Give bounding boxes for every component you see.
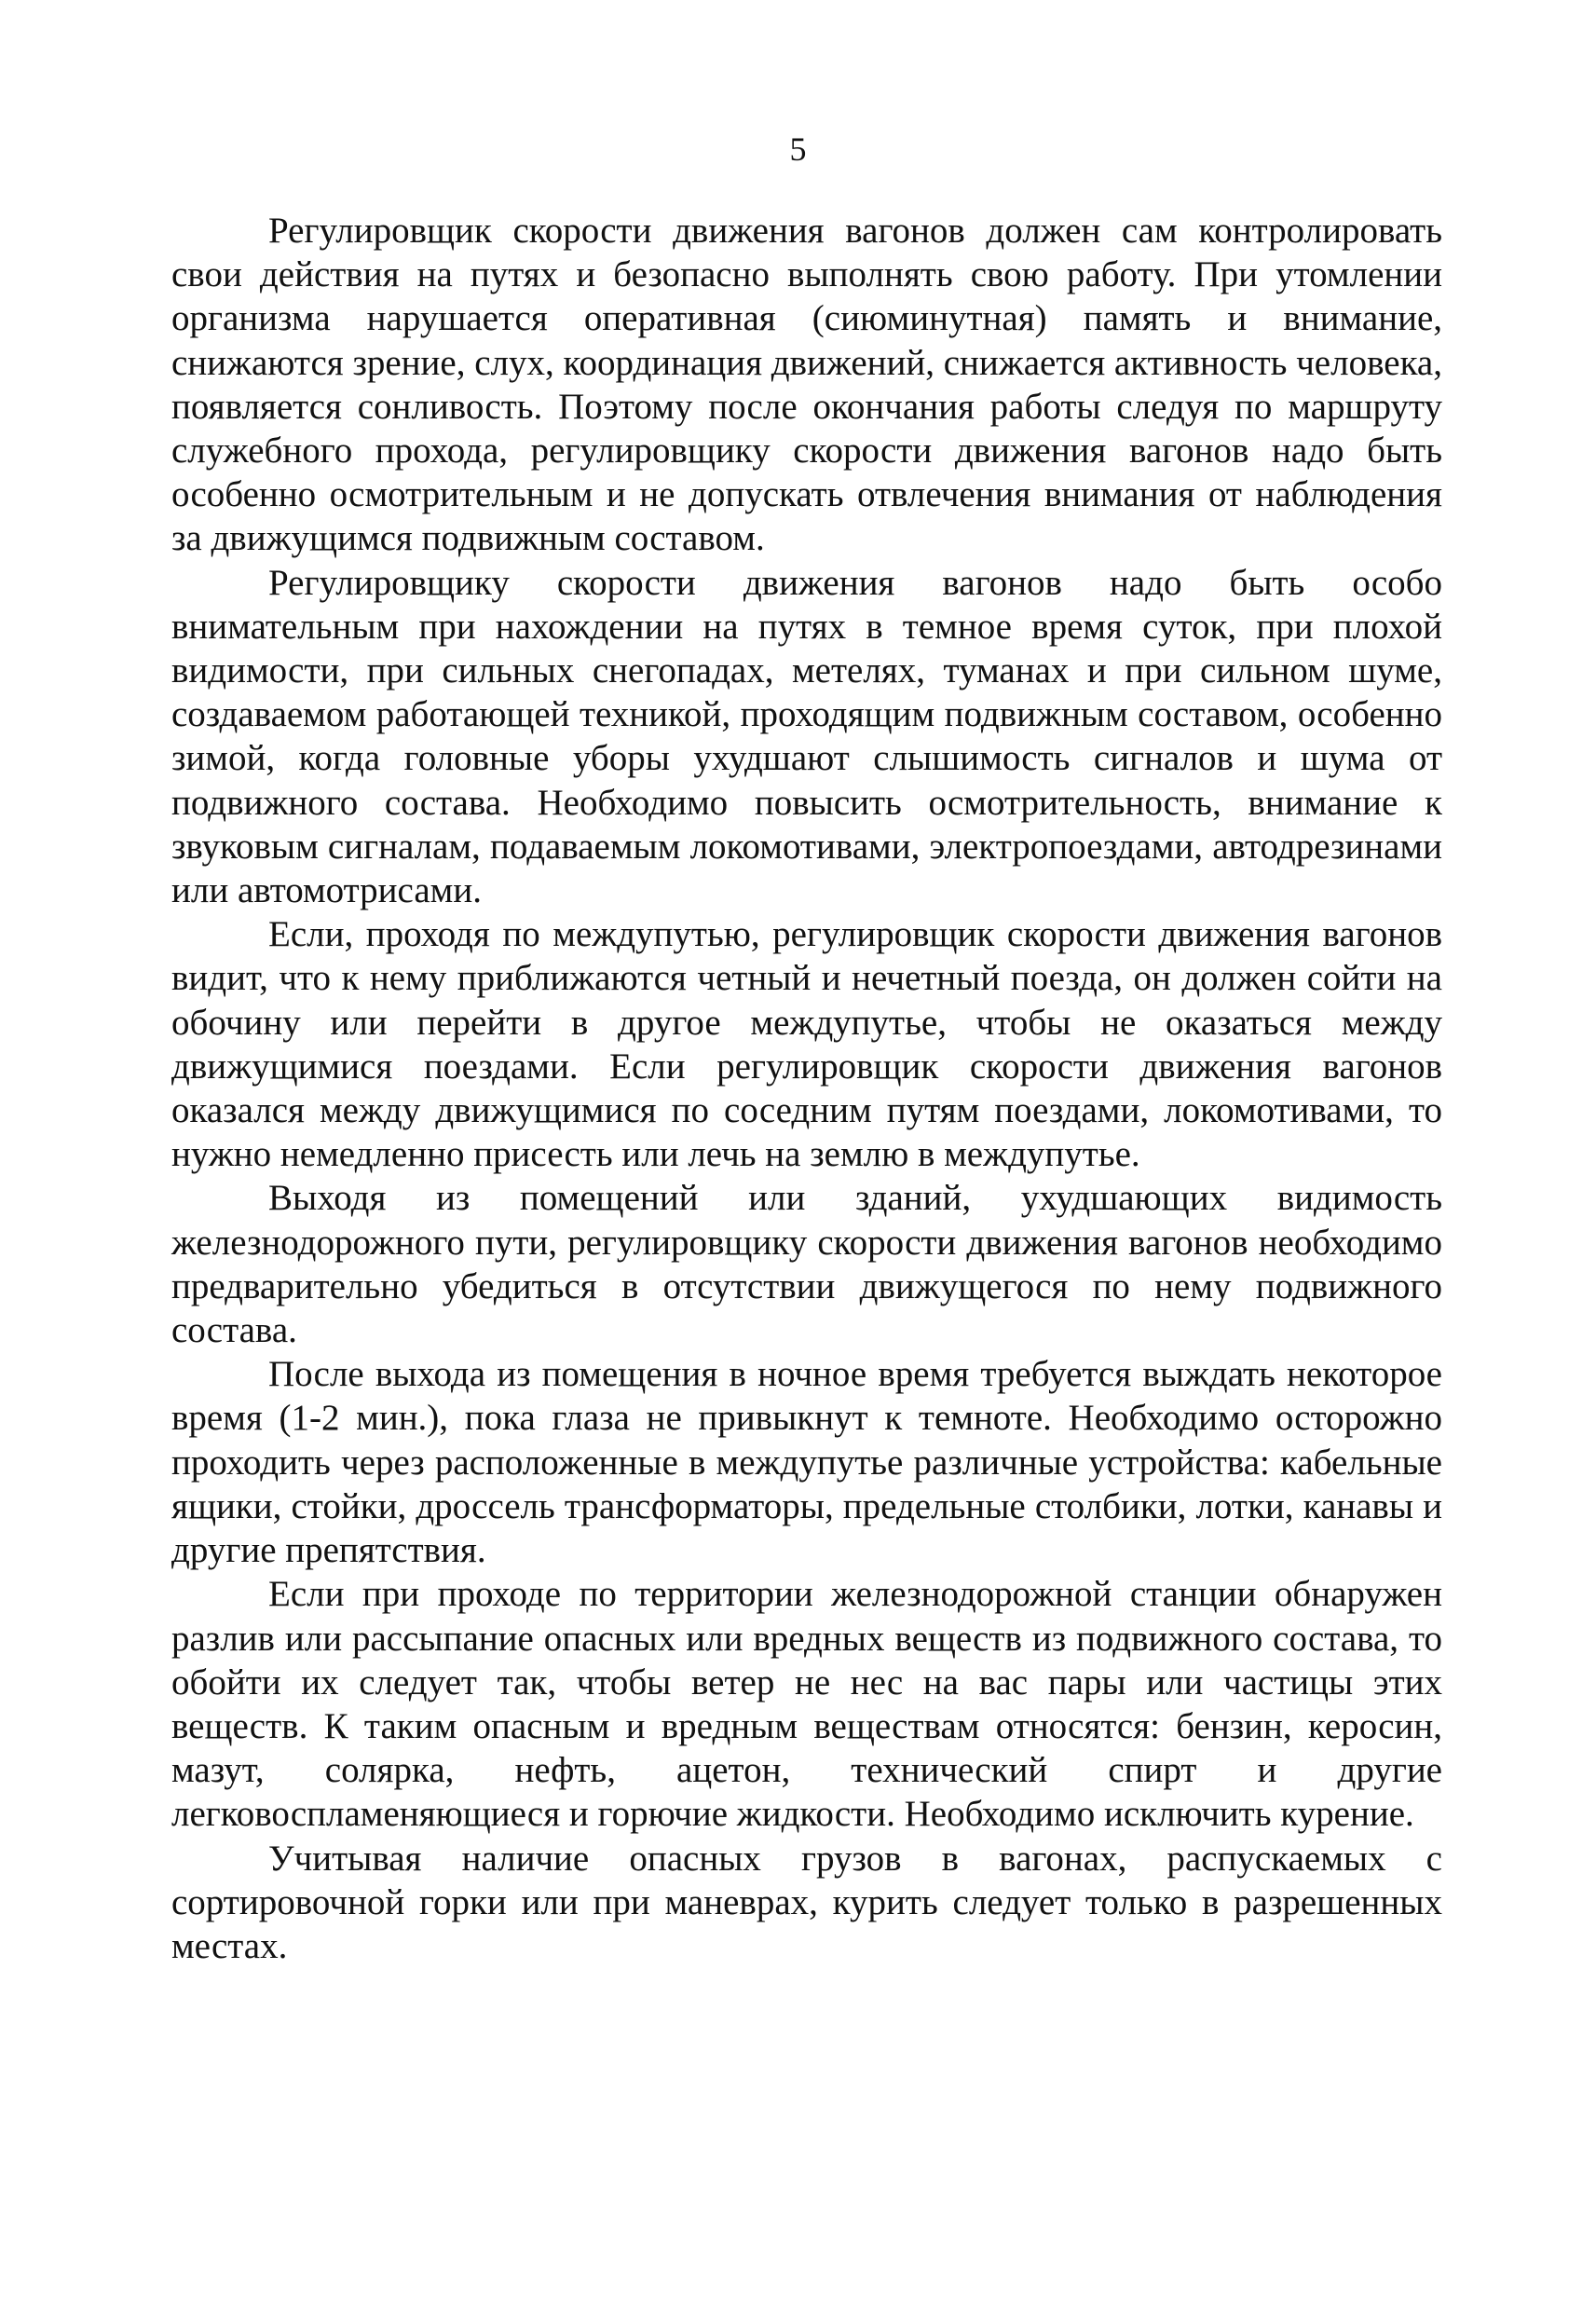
- paragraph: Регулировщик скорости движения вагонов должен сам контролировать свои действия на путях и безопасно выполнять свою работу. При утомлении организма нарушается оперативная (сиюминутная) память и внимание, снижаются зрение, слух, координация движений, снижается активность человека, появляется сонливость. Поэтому после окончания работы следуя по маршруту служебного прохода, регулировщику скорости движения вагонов надо быть особенно осмотрительным и не допускать отвлечения внимания от наблюдения за движущимся подвижным составом.: [171, 211, 1442, 559]
- paragraph: Если, проходя по междупутью, регулировщик скорости движения вагонов видит, что к нему приближаются четный и нечетный поезда, он должен сойти на обочину или перейти в другое междупутье, чтобы не оказаться между движущимися поездами. Если регулировщик скорости движения вагонов оказался между движущимися по соседним путям поездами, локомотивами, то нужно немедленно присесть или лечь на землю в междупутье.: [171, 914, 1442, 1175]
- paragraph: Выходя из помещений или зданий, ухудшающих видимость железнодорожного пути, регулировщику скорости движения вагонов необходимо предварительно убедиться в отсутствии движущегося по нему подвижного состава.: [171, 1178, 1442, 1351]
- paragraph: Учитывая наличие опасных грузов в вагонах, распускаемых с сортировочной горки или при маневрах, курить следует только в разрешенных местах.: [171, 1838, 1442, 1966]
- paragraph: Если при проходе по территории железнодорожной станции обнаружен разлив или рассыпание опасных или вредных веществ из подвижного состава, то обойти их следует так, чтобы ветер не нес на вас пары или частицы этих веществ. К таким опасным и вредным веществам относятся: бензин, керосин, мазут, солярка, нефть, ацетон, технический спирт и другие легковоспламеняющиеся и горючие жидкости. Необходимо исключить курение.: [171, 1574, 1442, 1835]
- paragraph: Регулировщику скорости движения вагонов надо быть особо внимательным при нахождении на путях в темное время суток, при плохой видимости, при сильных снегопадах, метелях, туманах и при сильном шуме, создаваемом работающей техникой, проходящим подвижным составом, особенно зимой, когда головные уборы ухудшают слышимость сигналов и шума от подвижного состава. Необходимо повысить осмотрительность, внимание к звуковым сигналам, подаваемым локомотивами, электропоездами, автодрезинами или автомотрисами.: [171, 562, 1442, 911]
- paragraph: После выхода из помещения в ночное время требуется выждать некоторое время (1-2 мин.), пока глаза не привыкнут к темноте. Необходимо осторожно проходить через расположенные в междупутье различные устройства: кабельные ящики, стойки, дроссель трансформаторы, предельные столбики, лотки, канавы и другие препятствия.: [171, 1354, 1442, 1571]
- body-text: [171, 209, 1442, 1968]
- page-number: 5: [789, 130, 807, 168]
